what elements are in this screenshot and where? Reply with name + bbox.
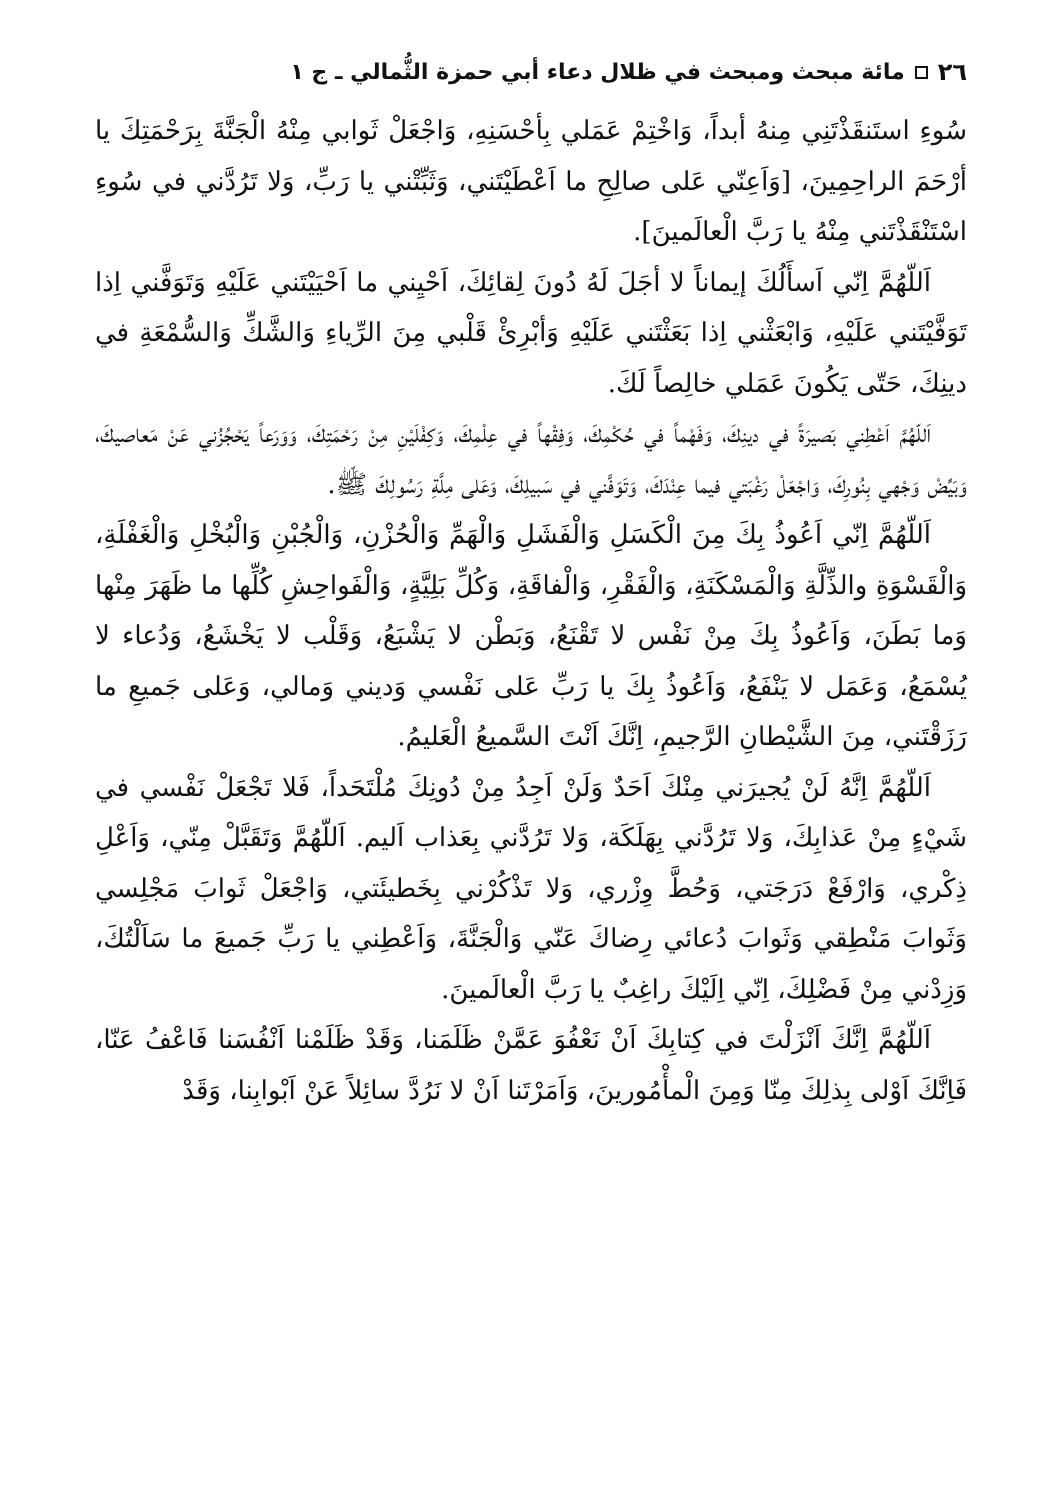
book-title: مائة مبحث ومبحث في ظلال دعاء أبي حمزة الثُّمالي ـ ج ١: [290, 59, 905, 85]
paragraph-5: اَللّهُمَّ اِنَّهُ لَنْ يُجيرَني مِنْكَ اَحَدٌ وَلَنْ اَجِدُ مِنْ دُونِكَ مُلْتَحَداً، فَلا تَجْعَلْ نَفْسي في شَيْءٍ مِنْ عَذابِكَ، وَلا تَرُدَّني بِهَلَكَة، وَلا تَرُدَّني بِعَذاب اَليم. اَللّهُمَّ وَتَقَبَّلْ مِنّي، وَاَعْلِ ذِكْري، وَارْفَعْ دَرَجَتي، وَحُطَّ وِزْري، وَلا تَذْكُرْني بِخَطيئَتي، وَاجْعَلْ ثَوابَ مَجْلِسي وَثَوابَ مَنْطِقي وَثَوابَ دُعائي رِضاكَ عَنّي وَالْجَنَّةَ، وَاَعْطِني يا رَبِّ جَميعَ ما سَاَلْتُكَ، وَزِدْني مِنْ فَضْلِكَ، اِنّي اِلَيْكَ راغِبٌ يا رَبَّ الْعالَمينَ.: [95, 772, 967, 1005]
square-outline-icon: [915, 66, 928, 79]
body-text: [95, 106, 967, 1116]
paragraph-3: اَللّهُمَّ اَعْطِني بَصيرَةً في دينِكَ، وَفَهْماً في حُكْمِكَ، وَفِقْهاً في عِلْمِكَ، وَكِفْلَيْنِ مِنْ رَحْمَتِكَ، وَوَرَعاً يَحْجُزُني عَنْ مَعاصيكَ، وَبَيِّضْ وَجْهي بِنُورِكَ، وَاجْعَلْ رَغْبَتي فيما عِنْدَكَ، وَتَوَفَّني في سَبيلِكَ، وَعَلى مِلَّةِ رَسُولِكَ ﷺ.: [95, 419, 967, 500]
paragraph-4: اَللّهُمَّ اِنّي اَعُوذُ بِكَ مِنَ الْكَسَلِ وَالْفَشَلِ وَالْهَمِّ وَالْحُزْنِ، وَالْجُبْنِ وَالْبُخْلِ وَالْغَفْلَةِ، وَالْقَسْوَةِ والذِّلَّةِ وَالْمَسْكَنَةِ، وَالْفَقْرِ، وَالْفاقَةِ، وَكُلِّ بَلِيَّةٍ، وَالْفَواحِشِ كُلِّها ما ظَهَرَ مِنْها وَما بَطَنَ، وَاَعُوذُ بِكَ مِنْ نَفْس لا تَقْنَعُ، وَبَطْن لا يَشْبَعُ، وَقَلْب لا يَخْشَعُ، وَدُعاء لا يُسْمَعُ، وَعَمَل لا يَنْفَعُ، وَاَعُوذُ بِكَ يا رَبِّ عَلى نَفْسي وَديني وَمالي، وَعَلى جَميعِ ما رَزَقْتَني، مِنَ الشَّيْطانِ الرَّجيمِ، اِنَّكَ اَنْتَ السَّميعُ الْعَليمُ.: [95, 520, 967, 752]
paragraph-6: اَللّهُمَّ اِنَّكَ اَنْزَلْتَ في كِتابِكَ اَنْ نَعْفُوَ عَمَّنْ ظَلَمَنا، وَقَدْ ظَلَمْنا اَنْفُسَنا فَاعْفُ عَنّا، فَاِنَّكَ اَوْلى بِذلِكَ مِنّا وَمِنَ الْمأْمُورينَ، وَاَمَرْتَنا اَنْ لا نَرُدَّ سائِلاً عَنْ اَبْوابِنا، وَقَدْ: [95, 1025, 967, 1106]
running-header: [95, 44, 967, 100]
page-number: ٢٦: [937, 58, 967, 86]
paragraph-1: سُوءِ استَنقَذْتَنِي مِنهُ أبداً، وَاخْتِمْ عَمَلي بِأحْسَنِهِ، وَاجْعَلْ ثَوابي مِنْهُ الْجَنَّةَ بِرَحْمَتِكَ يا أرْحَمَ الراحِمِينَ، [وَاَعِنّي عَلى صالِحِ ما اَعْطَيْتَني، وَثَبِّتْني يا رَبِّ، وَلا تَرُدَّني في سُوءِ اسْتَنْقَذْتَني مِنْهُ يا رَبَّ الْعالَمينَ].: [95, 116, 967, 247]
paragraph-2: اَللّهُمَّ اِنّي اَسأَلُكَ إيماناً لا أجَلَ لَهُ دُونَ لِقائِكَ، اَحْيِني ما اَحْيَيْتَني عَلَيْهِ وَتَوَفَّني اِذا تَوَفَّيْتَني عَلَيْهِ، وَابْعَثْني اِذا بَعَثْتَني عَلَيْهِ وَأبْرِئْ قَلْبي مِنَ الرِّياءِ وَالشَّكِّ وَالسُّمْعَةِ في دينِكَ، حَتّى يَكُونَ عَمَلي خالِصاً لَكَ.: [95, 267, 967, 399]
